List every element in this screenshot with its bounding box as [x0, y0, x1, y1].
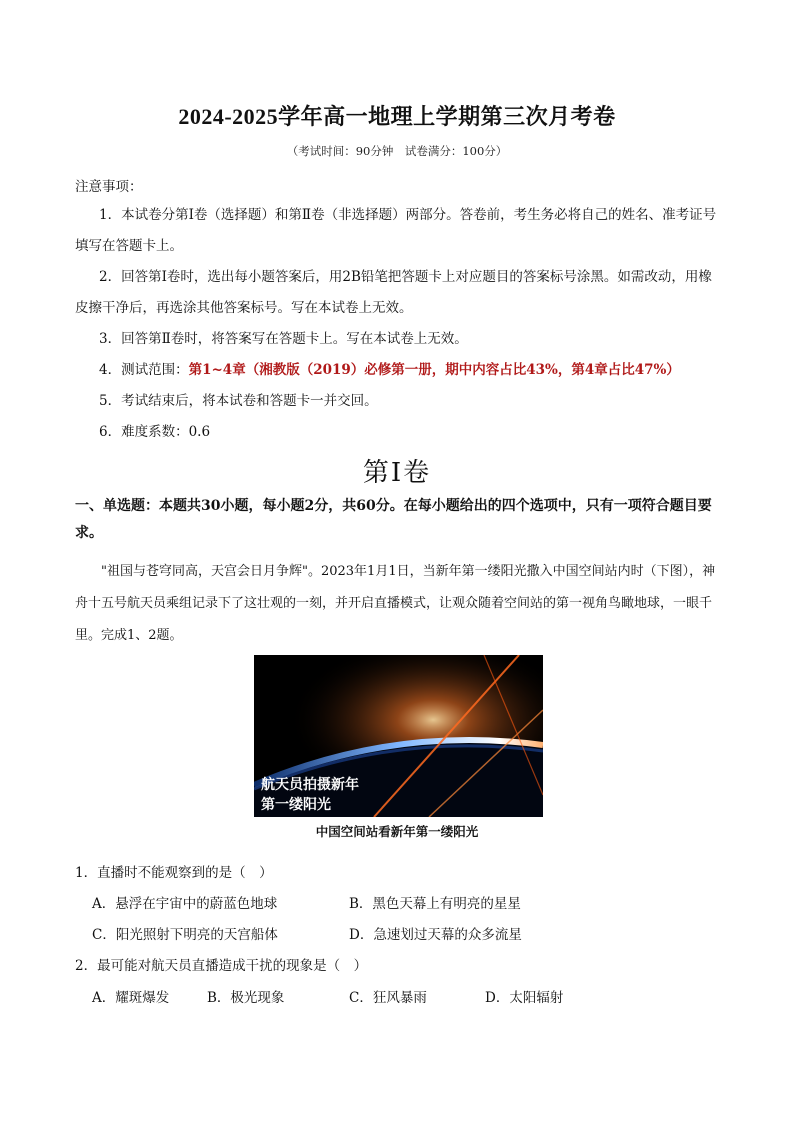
- question-1-option-c: [92, 923, 278, 943]
- notice-item-text: 回答第Ⅰ卷时，选出每小题答案后，用2B铅笔把答题卡上对应题目的答案标号涂黑。如需改动，用橡皮擦干净后，再选涂其他答案标号。写在本试卷上无效。: [75, 269, 712, 316]
- question-2-stem: 2．最可能对航天员直播造成干扰的现象是（ ）: [75, 958, 368, 974]
- notice-item-text: 测试范围：: [121, 362, 189, 378]
- question-2-option-b: [207, 986, 284, 1006]
- section-heading: 一、单选题：本题共30小题，每小题2分，共60分。在每小题给出的四个选项中，只有一项符合题目要求。: [75, 498, 712, 541]
- notice-item-text: 考试结束后，将本试卷和答题卡一并交回。: [121, 393, 378, 409]
- option-text: 太阳辐射: [509, 990, 564, 1006]
- option-label: C．: [349, 990, 373, 1006]
- option-label: C．: [92, 927, 116, 943]
- notice-item-1: [75, 200, 723, 262]
- notice-item-4: [75, 355, 723, 386]
- exam-title: 2024-2025学年高一地理上学期第三次月考卷: [178, 104, 616, 129]
- photo-overlay-caption: [261, 775, 359, 815]
- option-label: B．: [207, 990, 231, 1006]
- question-1-stem: 1．直播时不能观察到的是（ ）: [75, 865, 273, 881]
- option-text: 耀斑爆发: [115, 990, 170, 1006]
- notice-item-5: [75, 386, 723, 417]
- option-label: D．: [485, 990, 510, 1006]
- notice-item-number: 4．: [99, 362, 122, 378]
- space-station-photo: [254, 655, 543, 817]
- option-label: D．: [349, 927, 374, 943]
- question-2-option-d: [485, 986, 563, 1006]
- notice-item-3: [75, 324, 723, 355]
- option-label: B．: [349, 896, 373, 912]
- volume-title: 第Ⅰ卷: [362, 458, 432, 488]
- option-text: 悬浮在宇宙中的蔚蓝色地球: [115, 896, 278, 912]
- option-text: 阳光照射下明亮的天宫船体: [115, 927, 278, 943]
- option-text: 狂风暴雨: [372, 990, 427, 1006]
- question-2-option-c: [349, 986, 427, 1006]
- photo-overlay-line-2: 第一缕阳光: [261, 797, 331, 813]
- notice-item-number: 1．: [99, 207, 122, 223]
- option-label: A．: [92, 896, 116, 912]
- test-scope-highlight: 第1~4章（湘教版（2019）必修第一册，期中内容占比43%，第4章占比47%）: [188, 362, 680, 378]
- figure-caption: 中国空间站看新年第一缕阳光: [315, 824, 479, 839]
- notice-item-number: 6．: [99, 424, 122, 440]
- option-text: 急速划过天幕的众多流星: [373, 927, 522, 943]
- notice-item-text: 本试卷分第Ⅰ卷（选择题）和第Ⅱ卷（非选择题）两部分。答卷前，考生务必将自己的姓名、准考证号填写在答题卡上。: [75, 207, 717, 254]
- notice-item-text: 难度系数：0.6: [121, 424, 211, 440]
- notice-item-2: [75, 262, 723, 324]
- question-2-option-a: [92, 986, 169, 1006]
- question-1-option-a: [92, 892, 277, 912]
- option-label: A．: [92, 990, 116, 1006]
- exam-subtitle: （考试时间：90分钟 试卷满分：100分）: [286, 144, 508, 158]
- notice-item-text: 回答第Ⅱ卷时，将答案写在答题卡上。写在本试卷上无效。: [121, 331, 468, 347]
- notice-item-number: 2．: [99, 269, 122, 285]
- question-1-option-b: [349, 892, 521, 912]
- notice-item-number: 3．: [99, 331, 122, 347]
- photo-overlay-line-1: 航天员拍摄新年: [261, 777, 359, 793]
- notice-item-6: [75, 417, 723, 448]
- notice-heading: 注意事项：: [75, 179, 143, 195]
- reading-passage: "祖国与苍穹同高，天宫会日月争辉"。2023年1月1日，当新年第一缕阳光撒入中国空间站内时（下图），神舟十五号航天员乘组记录下了这壮观的一刻，并开启直播模式，让观众随着空间站的第一视角鸟瞰地球，一眼千里。完成1、2题。: [75, 564, 716, 643]
- option-text: 黑色天幕上有明亮的星星: [372, 896, 521, 912]
- notice-item-number: 5．: [99, 393, 122, 409]
- question-1-option-d: [349, 923, 522, 943]
- option-text: 极光现象: [230, 990, 285, 1006]
